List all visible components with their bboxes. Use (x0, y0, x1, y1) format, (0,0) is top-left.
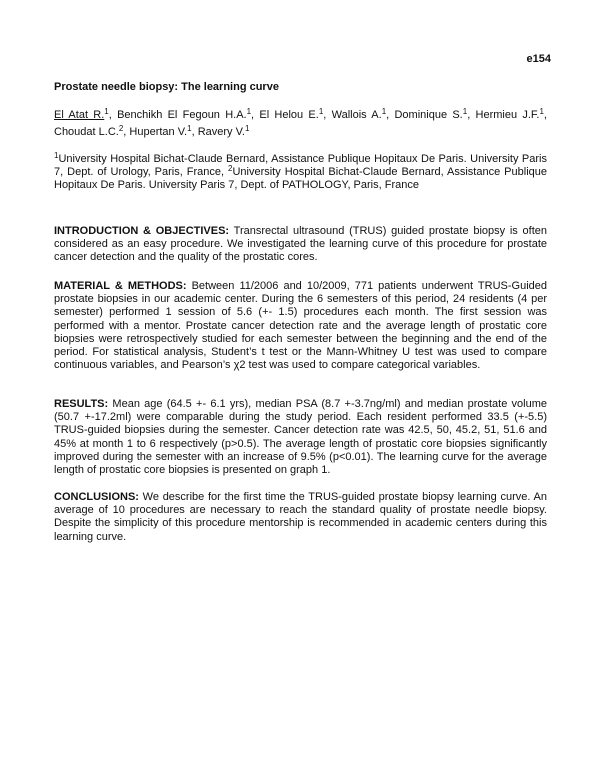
methods-text: Between 11/2006 and 10/2009, 771 patients underwent TRUS-Guided prostate biopsies in our academic center. During the 6 semesters of this period, 24 residents (4 per semester) performed 1 session of 5.6 (+- 1.5) procedures each month. The first session was performed with a mentor. Prostate cancer detection rate and the average length of prostatic core biopsies were retrospectively studied for each semester between the beginning and the end of the period. For statistical analysis, Student’s t test or the Mann-Whitney U test was used to compare continuous variables, and Pearson’s χ2 test was used to compare categorical variables. (54, 280, 548, 372)
author-affiliation-mark: 1 (244, 123, 250, 133)
author-affiliation-mark: 1 (246, 107, 252, 116)
author-name: Hermieu J.F. (475, 109, 540, 121)
section-methods (54, 280, 547, 372)
section-introduction (54, 225, 547, 265)
section-conclusions (54, 491, 547, 544)
author-affiliation-mark: 2 (118, 123, 124, 133)
conclusions-heading: CONCLUSIONS: (54, 491, 139, 503)
author-name: Wallois A. (331, 109, 382, 121)
co-authors: , Benchikh El Fegoun H.A.$^1$, El Helou E.$^1$, Wallois A.$^1$, Dominique S.$^1$, Hermieu J.F.$^1$, Choudat L.C.$^2$, Hupertan V.$^1$, Ravery V.$^1$ (54, 107, 547, 138)
results-heading: RESULTS: (54, 398, 109, 410)
author-name: Ravery V. (197, 125, 245, 138)
author-name: Benchikh El Fegoun H.A. (117, 109, 247, 121)
methods-heading: MATERIAL & METHODS: (54, 280, 187, 292)
author-affiliation-mark: 1 (318, 107, 324, 116)
author-affiliation-mark: 1 (187, 123, 192, 133)
section-results (54, 398, 547, 477)
conclusions-text: We describe for the first time the TRUS-guided prostate biopsy learning curve. An average of 10 procedures are necessary to reach the standard quality of prostate needle biopsy. Despite the simplicity of this procedure mentorship is recommended in academic centers during this learning curve. (54, 491, 547, 543)
author-name: El Helou E. (259, 109, 319, 121)
author-affiliation-mark: 1 (104, 107, 109, 116)
presenting-author: El Atat R. (54, 109, 105, 121)
author-affiliation-mark: 1 (539, 107, 544, 116)
affiliation-mark-2: 2 (228, 164, 233, 174)
author-name: Dominique S. (394, 109, 463, 121)
abstract-title: Prostate needle biopsy: The learning curve (54, 81, 279, 93)
author-list (54, 107, 547, 140)
affiliations (54, 153, 547, 193)
affiliation-1: University Hospital Bichat-Claude Bernard, Assistance Publique Hopitaux De Paris. University Paris 7, Dept. of Urology, Paris, France, (54, 153, 547, 179)
introduction-text: Transrectal ultrasound (TRUS) guided prostate biopsy is often considered as an easy procedure. We investigated the learning curve of this procedure for prostate cancer detection and the quality of the prostatic cores. (54, 225, 548, 264)
author-name: Choudat L.C. (54, 125, 119, 138)
introduction-heading: INTRODUCTION & OBJECTIVES: (54, 225, 230, 237)
affiliation-2: University Hospital Bichat-Claude Bernard, Assistance Publique Hopitaux De Paris. University Paris 7, Dept. of PATHOLOGY, Paris, France (54, 166, 547, 192)
author-affiliation-mark: 1 (381, 107, 387, 116)
affiliation-mark-1: 1 (54, 151, 59, 160)
author-affiliation-mark: 1 (462, 107, 468, 116)
page-number: e154 (526, 53, 551, 65)
results-text: Mean age (64.5 +- 6.1 yrs), median PSA (8.7 +-3.7ng/ml) and median prostate volume (50.7 +-17.2ml) were comparable during the study period. Each resident performed 33.5 (+-5.5) TRUS-guided biopsies during the semester. Cancer detection rate was 42.5, 50, 45.2, 51, 51.6 and 45% at month 1 to 6 respectively (p>0.5). The average length of prostatic core biopsies significantly improved during the semester with an increase of 9.5% (p<0.01). The learning curve for the average length of prostatic core biopsies is presented on graph 1. (54, 398, 547, 477)
author-name: Hupertan V. (129, 125, 188, 138)
